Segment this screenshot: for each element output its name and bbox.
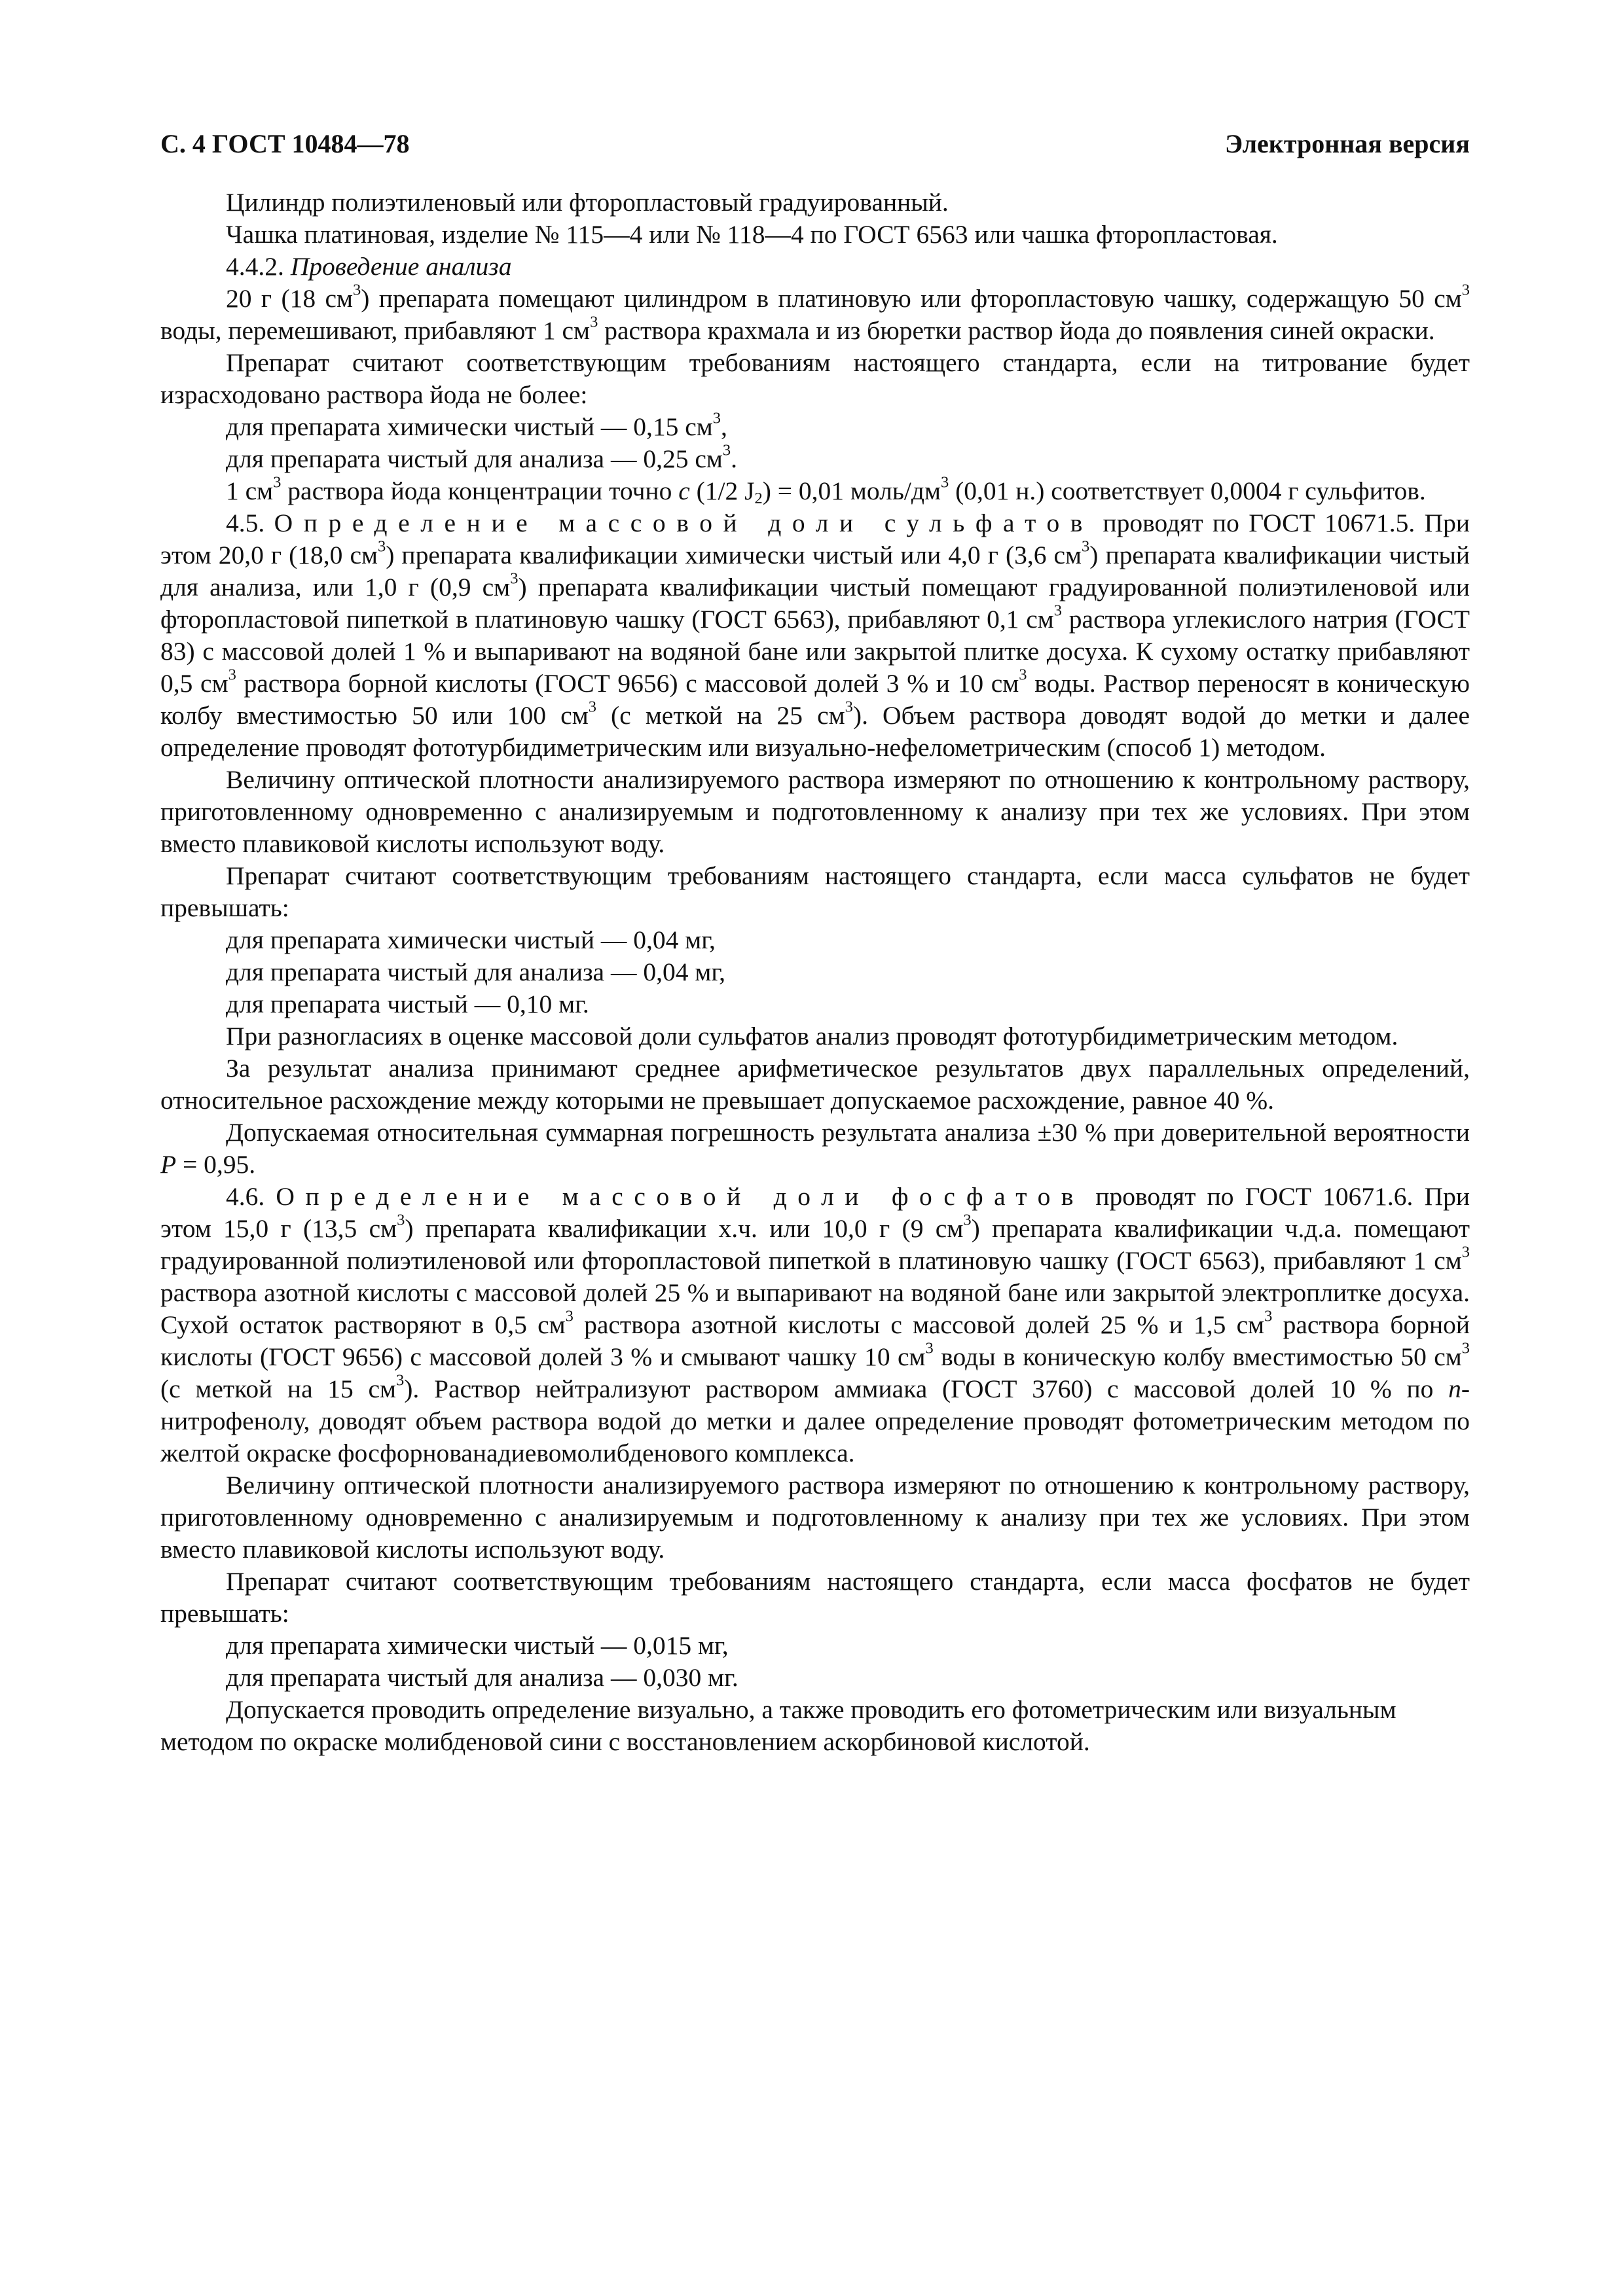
- superscript: 3: [397, 1211, 405, 1229]
- superscript: 3: [722, 441, 731, 459]
- section-title: Проведение анализа: [290, 252, 512, 281]
- italic-symbol: n: [1448, 1374, 1461, 1403]
- text: для препарата химически чистый — 0,015 мг,: [226, 1631, 729, 1660]
- paragraph: [160, 1566, 1470, 1630]
- text: .: [731, 444, 737, 473]
- text: для препарата химически чистый — 0,04 мг,: [226, 925, 716, 954]
- paragraph: [160, 283, 1470, 347]
- text: ) = 0,01 моль/дм: [762, 476, 941, 505]
- page-number-standard: С. 4 ГОСТ 10484—78: [160, 129, 410, 158]
- superscript: 3: [353, 281, 361, 299]
- text: При разногласиях в оценке массовой доли сульфатов анализ проводят фототурбидиметрическим методом.: [226, 1022, 1398, 1050]
- paragraph: [160, 1117, 1470, 1181]
- list-item: [160, 956, 1470, 988]
- text: проводят по ГОСТ 10671.6. При этом 15,0 г (13,5 см: [160, 1182, 1470, 1243]
- superscript: 3: [712, 409, 721, 427]
- superscript: 3: [396, 1371, 405, 1390]
- list-item: [160, 988, 1470, 1020]
- text: ). Раствор нейтрализуют раствором аммиака (ГОСТ 3760) с массовой долей 10 % по: [404, 1374, 1449, 1403]
- section-paragraph: [160, 507, 1470, 764]
- superscript: 3: [228, 666, 236, 684]
- section-title-spaced: Определение массовой доли фосфатов: [276, 1182, 1085, 1211]
- text: раствора йода концентрации точно: [281, 476, 679, 505]
- paragraph: [160, 347, 1470, 411]
- paragraph: [160, 1469, 1470, 1566]
- paragraph: [160, 860, 1470, 924]
- text: ). Объем раствора доводят водой до метки и далее определение проводят фототурбидиметрическим или визуально-нефелометрическим (способ 1) методом.: [160, 701, 1470, 762]
- text: Цилиндр полиэтиленовый или фторопластовый градуированный.: [226, 188, 949, 217]
- text: (0,01 н.) соответствует 0,0004 г сульфитов.: [949, 476, 1426, 505]
- text: Препарат считают соответствующим требованиям настоящего стандарта, если масса фосфатов не будет превышать:: [160, 1567, 1470, 1628]
- electronic-version-label: Электронная версия: [1224, 129, 1470, 158]
- text: ) препарата квалификации х.ч. или 10,0 г (9 см: [405, 1214, 964, 1243]
- superscript: 3: [273, 473, 282, 492]
- text: = 0,95.: [176, 1150, 256, 1179]
- text: для препарата чистый для анализа — 0,25 см: [226, 444, 723, 473]
- superscript: 3: [940, 473, 949, 492]
- text: ) препарата квалификации чистый для анализа, или 1,0 г (0,9 см: [160, 541, 1470, 601]
- text: -нитрофенолу, доводят объем раствора водой до метки и далее определение проводят фотометрическим методом по желтой окраске фосфорнованадиевомолибденового комплекса.: [160, 1374, 1470, 1467]
- superscript: 3: [1053, 601, 1063, 620]
- text: для препарата чистый для анализа — 0,04 мг,: [226, 958, 725, 986]
- text: воды, перемешивают, прибавляют 1 см: [160, 316, 591, 345]
- superscript: 3: [1019, 666, 1027, 684]
- list-item: [160, 411, 1470, 443]
- page-header: [160, 128, 1470, 168]
- list-item: [160, 1630, 1470, 1662]
- text: (1/2 J: [689, 476, 755, 505]
- text: раствора азотной кислоты с массовой долей 25 % и выпаривают на водяной бане или закрытой электроплитке досуха. Сухой остаток растворяют в 0,5 см: [160, 1278, 1470, 1339]
- paragraph: [160, 1052, 1470, 1117]
- text: раствора борной кислоты (ГОСТ 9656) с массовой долей 3 % и 10 см: [236, 669, 1019, 698]
- text: ) препарата помещают цилиндром в платиновую или фторопластовую чашку, содержащую 50 см: [361, 284, 1462, 313]
- paragraph: [160, 1694, 1470, 1758]
- text: проводят по ГОСТ 10671.5. При этом 20,0 г (18,0 см: [160, 509, 1470, 569]
- text: для препарата химически чистый — 0,15 см: [226, 412, 713, 441]
- superscript: 3: [588, 698, 596, 716]
- superscript: 3: [925, 1339, 934, 1357]
- text: ) препарата квалификации ч.д.а. помещают градуированной полиэтиленовой или фторопластовой пипеткой в платиновую чашку (ГОСТ 6563), прибавляют 1 см: [160, 1214, 1470, 1275]
- text: ) препарата квалификации чистый помещают градуированной полиэтиленовой или фторопластовой пипеткой в платиновую чашку (ГОСТ 6563), прибавляют 0,1 см: [160, 573, 1470, 634]
- list-item: [160, 443, 1470, 475]
- superscript: 3: [1461, 1339, 1470, 1357]
- section-number: 4.5.: [226, 509, 265, 537]
- subscript: 2: [754, 490, 763, 508]
- text: (с меткой на 25 см: [596, 701, 845, 730]
- section-number: 4.4.2.: [226, 252, 284, 281]
- text: За результат анализа принимают среднее арифметическое результатов двух параллельных определений, относительное расхождение между которыми не превышает допускаемое расхождение, равное 40 %.: [160, 1054, 1470, 1115]
- text: раствора борной кислоты (ГОСТ 9656) с массовой долей 3 % и смывают чашку 10 см: [160, 1310, 1470, 1371]
- superscript: 3: [565, 1307, 574, 1325]
- paragraph: [160, 764, 1470, 860]
- italic-symbol: P: [160, 1150, 177, 1179]
- section-number: 4.6.: [226, 1182, 265, 1211]
- superscript: 3: [1461, 281, 1470, 299]
- text: (с меткой на 15 см: [160, 1374, 397, 1403]
- section-paragraph: [160, 1181, 1470, 1469]
- text: раствора крахмала и из бюретки раствор йода до появления синей окраски.: [598, 316, 1435, 345]
- superscript: 3: [377, 537, 386, 556]
- paragraph: [160, 1020, 1470, 1052]
- text: Величину оптической плотности анализируемого раствора измеряют по отношению к контрольному раствору, приготовленному одновременно с анализируемым и подготовленному к анализу при тех же условиях. При этом вместо плавиковой кислоты используют воду.: [160, 765, 1470, 858]
- paragraph: [160, 475, 1470, 507]
- text: Препарат считают соответствующим требованиям настоящего стандарта, если на титрование будет израсходовано раствора йода не более:: [160, 348, 1470, 409]
- text: раствора азотной кислоты с массовой долей 25 % и 1,5 см: [573, 1310, 1265, 1339]
- list-item: [160, 924, 1470, 956]
- superscript: 3: [1264, 1307, 1273, 1325]
- superscript: 3: [590, 313, 598, 331]
- superscript: 3: [510, 569, 519, 588]
- text: 1 см: [226, 476, 274, 505]
- text: Чашка платиновая, изделие № 115—4 или № 118—4 по ГОСТ 6563 или чашка фторопластовая.: [226, 220, 1278, 249]
- superscript: 3: [1082, 537, 1090, 556]
- superscript: 3: [1461, 1243, 1470, 1261]
- superscript: 3: [845, 698, 853, 716]
- text: Допускаемая относительная суммарная погрешность результата анализа ±30 % при доверительной вероятности: [226, 1118, 1470, 1147]
- italic-symbol: c: [678, 476, 690, 505]
- text: для препарата чистый — 0,10 мг.: [226, 990, 589, 1018]
- paragraph: [160, 219, 1470, 251]
- text: Допускается проводить определение визуально, а также проводить его фотометрическим или визуальным методом по окраске молибденовой сини с восстановлением аскорбиновой кислотой.: [160, 1695, 1396, 1756]
- text: ) препарата квалификации химически чистый или 4,0 г (3,6 см: [386, 541, 1082, 569]
- text: Препарат считают соответствующим требованиям настоящего стандарта, если масса сульфатов не будет превышать:: [160, 861, 1470, 922]
- text: Величину оптической плотности анализируемого раствора измеряют по отношению к контрольному раствору, приготовленному одновременно с анализируемым и подготовленному к анализу при тех же условиях. При этом вместо плавиковой кислоты используют воду.: [160, 1471, 1470, 1564]
- superscript: 3: [963, 1211, 972, 1229]
- section-title-spaced: Определение массовой доли сульфатов: [274, 509, 1094, 537]
- document-body: [160, 187, 1470, 1758]
- list-item: [160, 1662, 1470, 1694]
- text: раствора углекислого натрия (ГОСТ 83) с массовой долей 1 % и выпаривают на водяной бане или закрытой плитке досуха. К сухому остатку прибавляют 0,5 см: [160, 605, 1470, 698]
- paragraph: [160, 187, 1470, 219]
- text: воды. Раствор переносят в коническую колбу вместимостью 50 или 100 см: [160, 669, 1470, 730]
- text: для препарата чистый для анализа — 0,030 мг.: [226, 1663, 739, 1692]
- text: воды в коническую колбу вместимостью 50 см: [933, 1342, 1462, 1371]
- text: ,: [721, 412, 727, 441]
- text: 20 г (18 см: [226, 284, 354, 313]
- section-heading: [160, 251, 1470, 283]
